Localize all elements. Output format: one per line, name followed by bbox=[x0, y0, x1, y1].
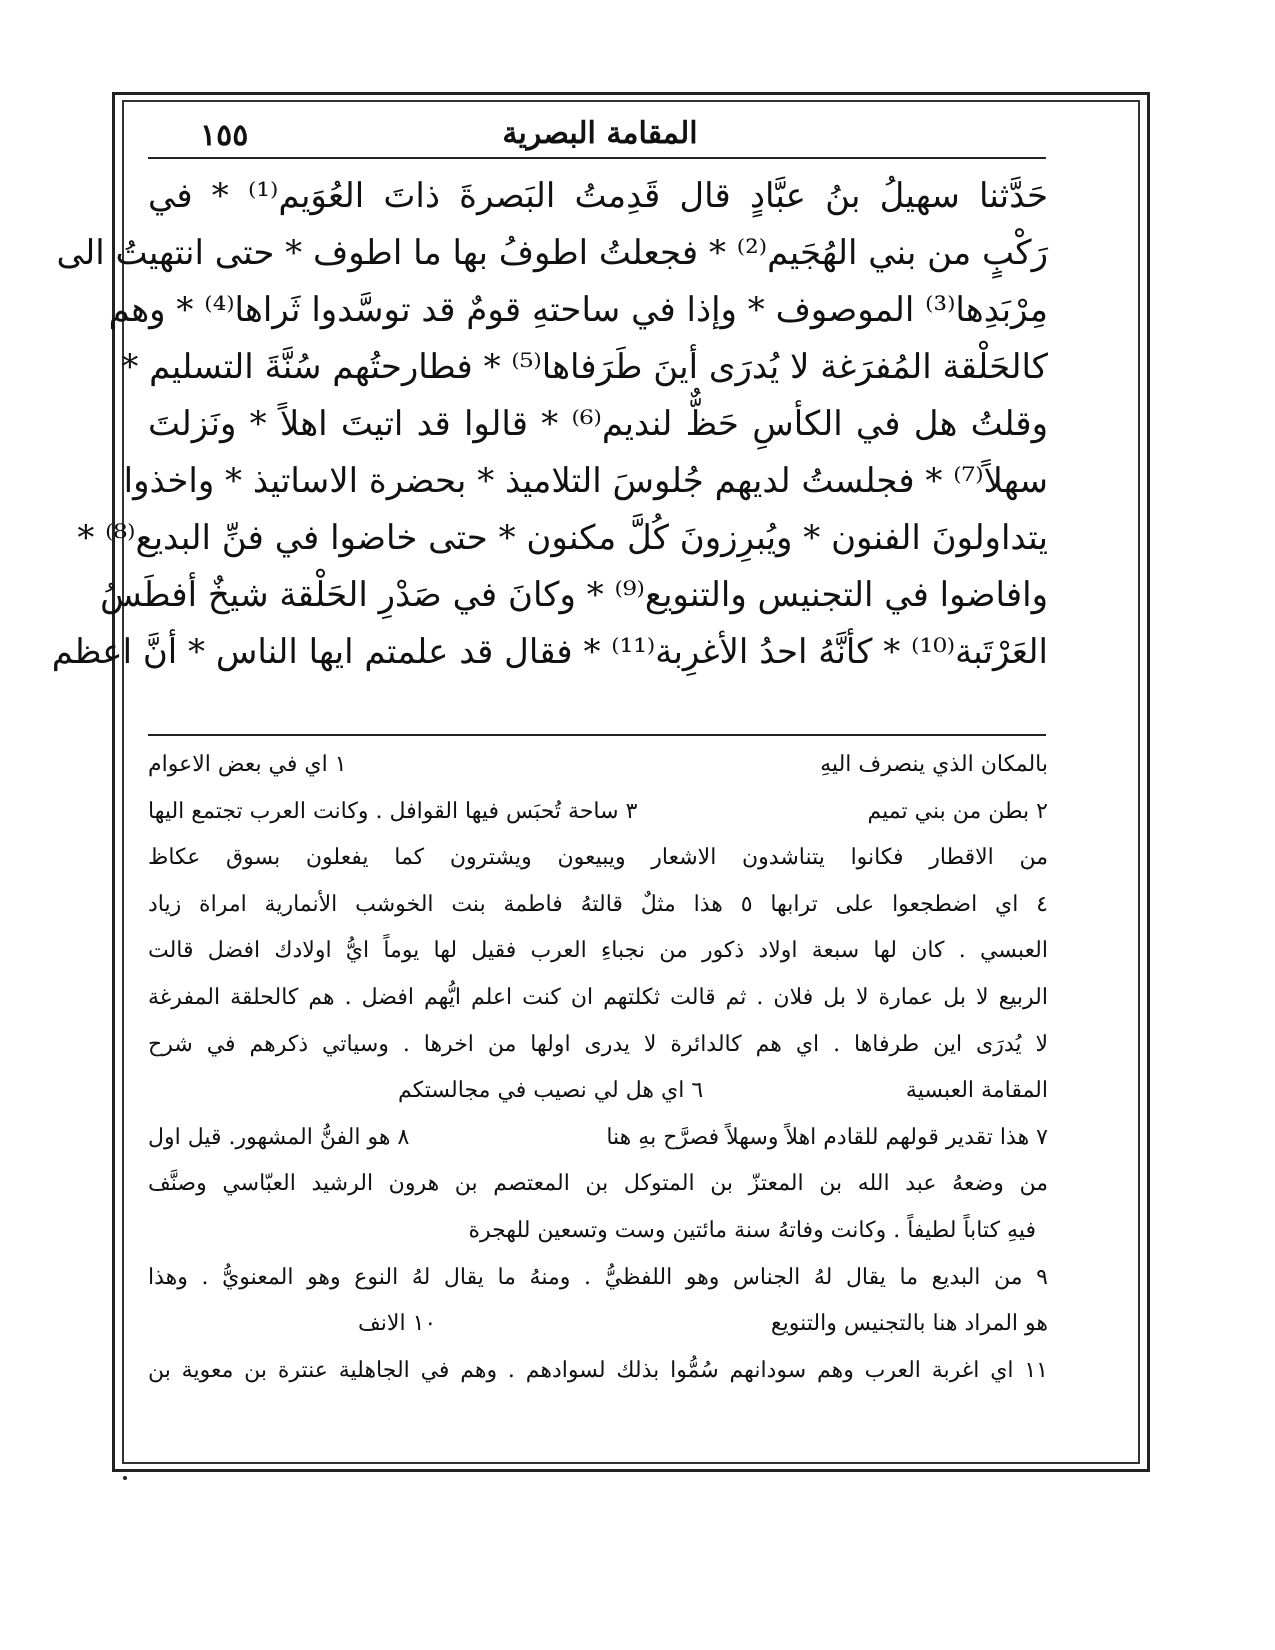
footnote-line bbox=[148, 1068, 1048, 1115]
footnote-line: العبسي . كان لها سبعة اولاد ذكور من نجباءِ العرب فقيل لها يوماً ايُّ اولادك افضل قالت bbox=[148, 938, 1048, 964]
text-line: كالحَلْقة المُفرَغة لا يُدرَى أينَ طَرَفاها⁽⁵⁾ * فطارحتُهم سُنَّةَ التسليم * bbox=[121, 347, 1048, 387]
footnote-text: ١ اي في بعض الاعوام bbox=[148, 752, 347, 777]
page-number: ١٥٥ bbox=[200, 118, 249, 153]
footnote-line: ٩ من البديع ما يقال لهُ الجناس وهو اللفظيُّ . ومنهُ ما يقال لهُ النوع وهو المعنويُّ . وهذا bbox=[148, 1264, 1048, 1290]
footnote-line: ٤ اي اضطجعوا على ترابها ٥ هذا مثلٌ قالتهُ فاطمة بنت الخوشب الأنمارية امراة زياد bbox=[148, 891, 1048, 917]
footnote-line bbox=[148, 742, 1048, 789]
footnote-text: بالمكان الذي ينصرف اليهِ bbox=[820, 752, 1048, 777]
text-line: سهلاً⁽⁷⁾ * فجلستُ لديهم جُلوسَ التلاميذ * بحضرة الاساتيذ * واخذوا bbox=[123, 461, 1048, 501]
footnotes bbox=[148, 742, 1048, 1394]
text-line: وقلتُ هل في الكأسِ حَظٌّ لنديم⁽⁶⁾ * قالوا قد اتيتَ اهلاً * ونَزلتَ bbox=[148, 404, 1048, 444]
footnote-line: ١١ اي اغربة العرب وهم سودانهم سُمُّوا بذلك لسوادهم . وهم في الجاهلية عنترة بن معوية بن bbox=[148, 1357, 1048, 1383]
footnote-line: من وضعهُ عبد الله بن المعتزّ بن المتوكل بن المعتصم بن هرون الرشيد العبّاسي وصنَّف bbox=[148, 1171, 1048, 1197]
footnote-line bbox=[148, 789, 1048, 836]
footnote-text: ١٠ الانف bbox=[358, 1311, 437, 1337]
text-line: رَكْبٍ من بني الهُجَيم⁽²⁾ * فجعلتُ اطوفُ بها ما اطوف * حتى انتهيتُ الى bbox=[56, 233, 1048, 273]
text-line: حَدَّثنا سهيلُ بنُ عبَّادٍ قال قَدِمتُ البَصرةَ ذاتَ العُوَيم⁽¹⁾ * في bbox=[148, 176, 1048, 216]
footnote-text: المقامة العبسية bbox=[905, 1078, 1048, 1104]
main-text bbox=[51, 168, 1048, 681]
footnote-line: الربيع لا بل عمارة لا بل فلان . ثم قالت ثكلتهم ان كنت اعلم ايُّهم افضل . هم كالحلقة المفرغة bbox=[148, 984, 1049, 1010]
text-line: يتداولونَ الفنون * ويُبرِزونَ كُلَّ مكنون * حتى خاضوا في فنِّ البديع⁽⁸⁾ * bbox=[77, 518, 1048, 558]
footnote-line: لا يُدرَى اين طرفاها . اي هم كالدائرة لا يدرى اولها من اخرها . وسياتي ذكرهم في شرح bbox=[148, 1031, 1048, 1057]
page-speck bbox=[123, 1476, 127, 1480]
header-rule bbox=[148, 157, 1046, 159]
text-line: العَرْتَبة⁽¹⁰⁾ * كأنَّهُ احدُ الأغرِبة⁽¹¹⁾ * فقال قد علمتم ايها الناس * أنَّ اعظم bbox=[51, 632, 1048, 672]
footnote-line: فيهِ كتاباً لطيفاً . وكانت وفاتهُ سنة مائتين وست وتسعين للهجرة bbox=[468, 1217, 1036, 1243]
footnote-text: ٢ بطن من بني تميم bbox=[867, 798, 1048, 824]
footnote-line bbox=[148, 1115, 1048, 1162]
text-line: مِرْبَدِها⁽³⁾ الموصوف * وإذا في ساحتهِ قومٌ قد توسَّدوا ثَراها⁽⁴⁾ * وهم bbox=[108, 290, 1048, 330]
footnote-text: هو المراد هنا بالتجنيس والتنويع bbox=[770, 1311, 1048, 1337]
footnote-text: ٧ هذا تقدير قولهم للقادم اهلاً وسهلاً فصرَّح بهِ هنا bbox=[606, 1124, 1048, 1150]
footnote-text: ٨ هو الفنُّ المشهور. قيل اول bbox=[148, 1124, 410, 1150]
footnote-line bbox=[148, 1301, 1048, 1348]
text-line: وافاضوا في التجنيس والتنويع⁽⁹⁾ * وكانَ في صَدْرِ الحَلْقة شيخٌ أفطَسُ bbox=[100, 575, 1048, 615]
footnote-text: ٦ اي هل لي نصيب في مجالستكم bbox=[398, 1078, 704, 1104]
footnote-line: من الاقطار فكانوا يتناشدون الاشعار ويبيعون ويشترون كما يفعلون بسوق عكاظ bbox=[148, 845, 1048, 871]
page-header bbox=[150, 112, 1050, 156]
running-title: المقامة البصرية bbox=[502, 116, 698, 151]
footnote-rule bbox=[148, 734, 1046, 736]
footnote-text: ٣ ساحة تُحبَس فيها القوافل . وكانت العرب تجتمع اليها bbox=[148, 798, 638, 824]
